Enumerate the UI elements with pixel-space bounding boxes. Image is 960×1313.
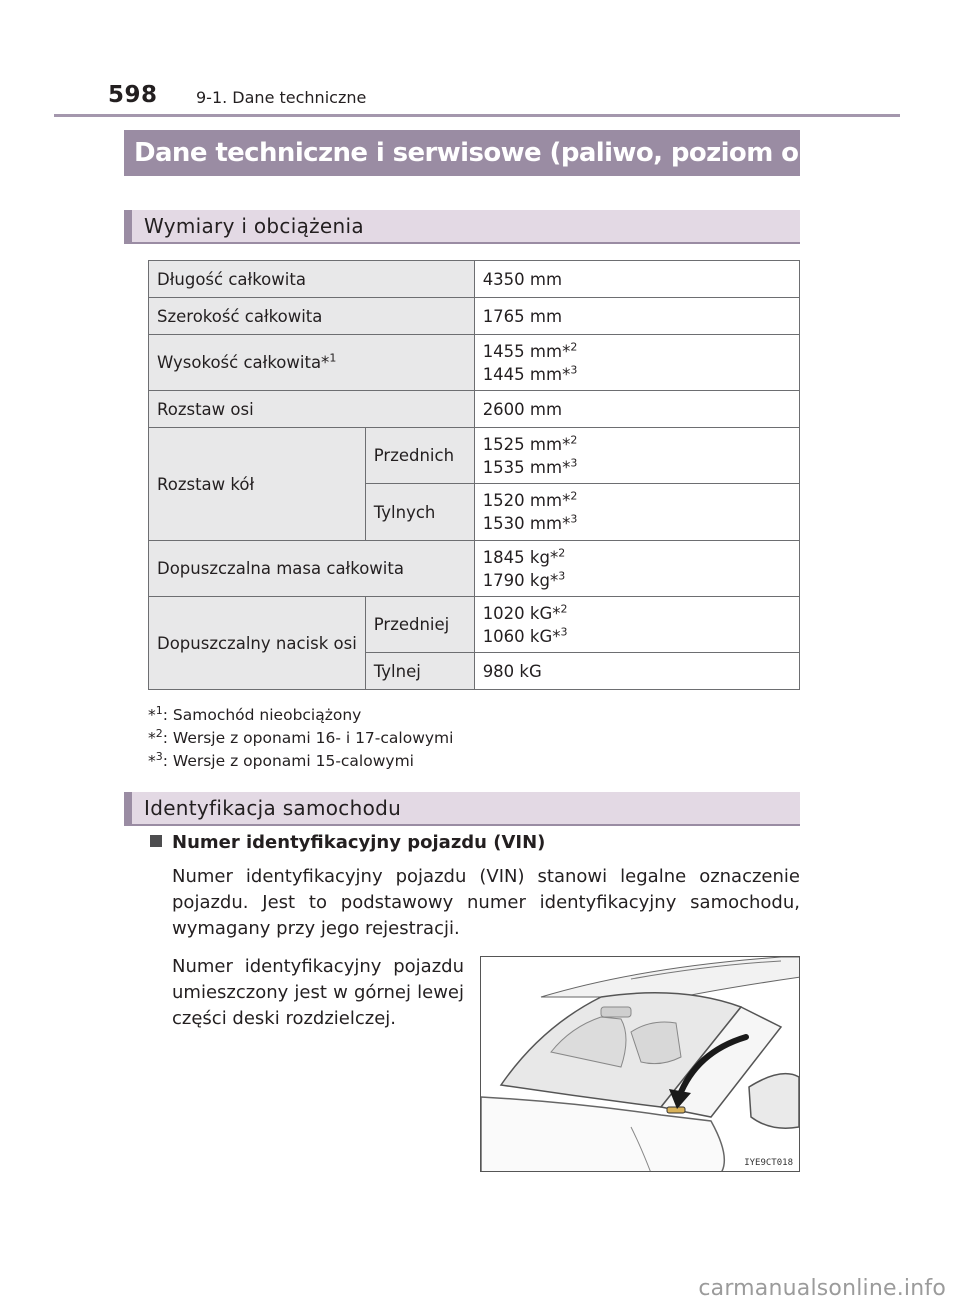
- sublabel-axle-front: Przedniej: [365, 597, 474, 653]
- footnote-ref: 3: [560, 625, 568, 638]
- footnote-number: 3: [155, 749, 163, 763]
- main-title: Dane techniczne i serwisowe (paliwo, poziom oleju itp.): [124, 130, 800, 176]
- table-row: [149, 597, 800, 653]
- spec-table: [148, 260, 800, 690]
- row-label-gvw: Dopuszczalna masa całkowita: [149, 541, 475, 597]
- height-value-2: 1445 mm*: [482, 364, 571, 384]
- footnote-ref: 1: [329, 351, 337, 365]
- footnote-ref: 2: [560, 602, 568, 615]
- table-row: [149, 335, 800, 391]
- header-rule: [54, 114, 900, 117]
- footnote-ref: 2: [570, 433, 578, 446]
- row-value-gvw: [474, 541, 799, 597]
- sublabel-track-rear: Tylnych: [365, 484, 474, 541]
- dimensions-heading: Wymiary i obciążenia: [124, 210, 800, 244]
- gvw-value-1: 1845 kg*: [482, 547, 559, 567]
- figure-code: IYE9CT018: [744, 1158, 793, 1168]
- footnote-text: : Wersje z oponami 16- i 17-calowymi: [162, 729, 454, 747]
- page-number: 598: [108, 82, 158, 108]
- footnote-text: : Samochód nieobciążony: [162, 706, 362, 724]
- row-value-wheelbase: 2600 mm: [474, 391, 799, 428]
- row-value-track-front: [474, 428, 799, 484]
- footnotes: [148, 704, 453, 773]
- table-row: [149, 391, 800, 428]
- vin-paragraph: Numer identyfikacyjny pojazdu (VIN) stanowi legalne oznaczenie pojazdu. Jest to podstawowy numer identyfikacyjny samochodu, wymagany przy jego rejestracji.: [172, 866, 800, 939]
- row-label-width: Szerokość całkowita: [149, 298, 475, 335]
- vin-heading: [150, 832, 545, 853]
- vin-heading-text: Numer identyfikacyjny pojazdu (VIN): [172, 832, 546, 853]
- sublabel-track-front: Przednich: [365, 428, 474, 484]
- height-label-text: Wysokość całkowita*: [157, 353, 330, 372]
- row-value-length: 4350 mm: [474, 261, 799, 298]
- row-value-height: [474, 335, 799, 391]
- row-value-width: 1765 mm: [474, 298, 799, 335]
- footnote-mark: *: [148, 752, 156, 770]
- footnote-number: 1: [155, 703, 163, 717]
- vin-location-illustration: [480, 956, 800, 1172]
- height-value-1: 1455 mm*: [482, 341, 571, 361]
- car-windshield-illustration: [481, 957, 800, 1172]
- vin-location-text: Numer identyfikacyjny pojazdu umieszczony jest w górnej lewej części deski rozdzielczej.: [172, 956, 464, 1029]
- footnote-mark: *: [148, 729, 156, 747]
- identification-heading: Identyfikacja samochodu: [124, 792, 800, 826]
- footnote-number: 2: [155, 726, 163, 740]
- footnote-ref: 2: [570, 340, 578, 353]
- table-row: [149, 298, 800, 335]
- row-label-wheelbase: Rozstaw osi: [149, 391, 475, 428]
- footnote-ref: 3: [570, 512, 578, 526]
- table-row: [149, 541, 800, 597]
- row-value-axle-rear: 980 kG: [474, 653, 799, 690]
- footnote-mark: *: [148, 706, 156, 724]
- table-row: [149, 261, 800, 298]
- track-front-value-2: 1535 mm*: [482, 457, 571, 477]
- track-rear-value-2: 1530 mm*: [482, 514, 571, 533]
- sublabel-axle-rear: Tylnej: [365, 653, 474, 690]
- footnote-ref: 3: [558, 569, 566, 582]
- footnote-1: [148, 704, 453, 727]
- section-path: 9-1. Dane techniczne: [196, 88, 367, 107]
- gvw-value-2: 1790 kg*: [482, 570, 559, 590]
- row-value-axle-front: [474, 597, 799, 653]
- row-label-axle-load: Dopuszczalny nacisk osi: [149, 597, 366, 690]
- footnote-text: : Wersje z oponami 15-calowymi: [162, 752, 414, 770]
- row-label-track: Rozstaw kół: [149, 428, 366, 541]
- row-label-length: Długość całkowita: [149, 261, 475, 298]
- axle-front-value-2: 1060 kG*: [482, 626, 561, 646]
- track-rear-value-1: 1520 mm*: [482, 491, 571, 510]
- watermark: carmanualsonline.info: [698, 1276, 946, 1301]
- row-label-height: [149, 335, 475, 391]
- footnote-ref: 3: [570, 363, 578, 376]
- square-bullet-icon: [150, 835, 162, 847]
- track-front-value-1: 1525 mm*: [482, 434, 571, 454]
- row-value-track-rear: [474, 484, 799, 541]
- footnote-ref: 2: [570, 489, 578, 503]
- footnote-ref: 2: [558, 546, 566, 559]
- footnote-3: [148, 750, 453, 773]
- footnote-2: [148, 727, 453, 750]
- table-row: [149, 428, 800, 484]
- axle-front-value-1: 1020 kG*: [482, 603, 561, 623]
- footnote-ref: 3: [570, 456, 578, 469]
